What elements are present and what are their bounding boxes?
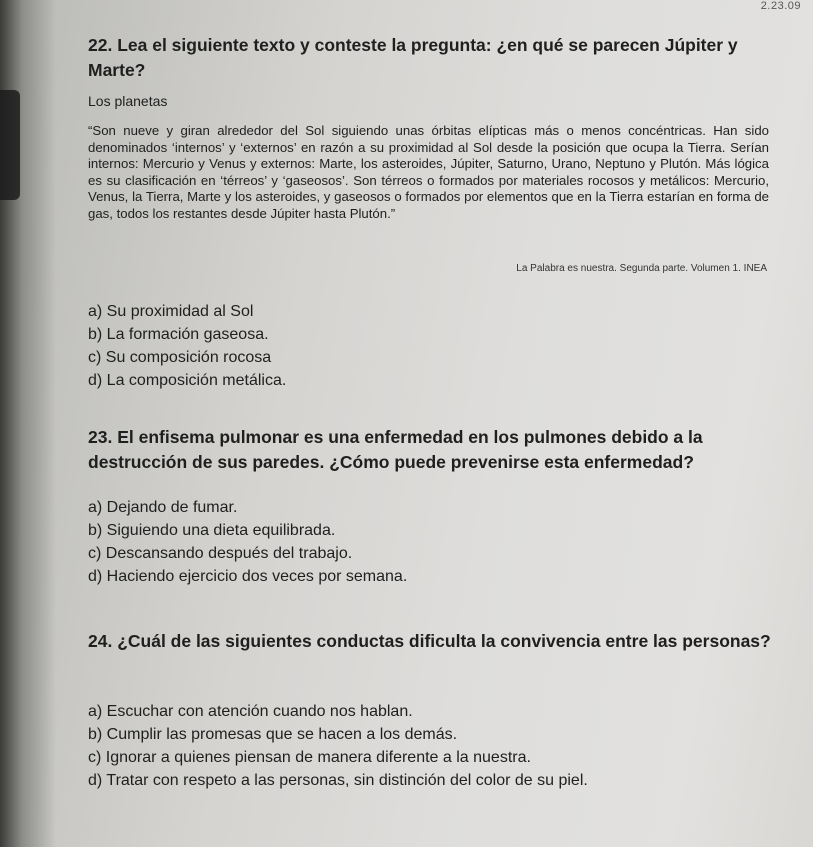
question-22-title: 22. Lea el siguiente texto y conteste la pregunta: ¿en qué se parecen Júpiter y Marte?: [88, 35, 738, 80]
option-24-b[interactable]: b) Cumplir las promesas que se hacen a los demás.: [88, 726, 458, 743]
option-22-d[interactable]: d) La composición metálica.: [88, 372, 287, 389]
passage-text: “Son nueve y giran alrededor del Sol siguiendo unas órbitas elípticas más o menos concéntricas. Han sido denominados ‘internos’ y ‘externos’ en razón a su proximidad al Sol desde la posición que ocupa la Tierra. Serían internos: Mercurio y Venus y externos: Marte, los asteroides, Júpiter, Saturno, Urano, Neptuno y Plutón. Más lógica es su clasificación en ‘térreos’ y ‘gaseosos’. Son térreos o formados por materiales rocosos y metálicos: Mercurio, Venus, la Tierra, Marte y los asteroides, y gaseosos o formados por elementos que en la Tierra estarían en forma de gas, todos los restantes desde Júpiter hasta Plutón.”: [88, 123, 769, 221]
question-24: [88, 627, 773, 655]
question-24-options: [88, 700, 773, 792]
option-22-c[interactable]: c) Su composición rocosa: [88, 349, 272, 366]
option-22-b[interactable]: b) La formación gaseosa.: [88, 326, 269, 343]
question-24-title: 24. ¿Cuál de las siguientes conductas dificulta la convivencia entre las personas?: [88, 631, 771, 651]
corner-code: 2.23.09: [760, 0, 801, 12]
passage-source: La Palabra es nuestra. Segunda parte. Volumen 1. INEA: [516, 263, 767, 274]
page-binding-shadow: [0, 90, 20, 200]
option-22-a[interactable]: a) Su proximidad al Sol: [88, 303, 254, 320]
option-24-c[interactable]: c) Ignorar a quienes piensan de manera diferente a la nuestra.: [88, 749, 531, 766]
option-24-d[interactable]: d) Tratar con respeto a las personas, sin distinción del color de su piel.: [88, 772, 588, 789]
question-23-title: 23. El enfisema pulmonar es una enfermedad en los pulmones debido a la destrucción de sus paredes. ¿Cómo puede prevenirse esta enfermedad?: [88, 427, 703, 472]
question-22: [88, 33, 773, 83]
option-23-b[interactable]: b) Siguiendo una dieta equilibrada.: [88, 522, 336, 539]
passage-title: Los planetas: [88, 93, 168, 109]
option-24-a[interactable]: a) Escuchar con atención cuando nos hablan.: [88, 703, 413, 720]
option-23-c[interactable]: c) Descansando después del trabajo.: [88, 545, 353, 562]
question-22-options: [88, 300, 773, 392]
option-23-d[interactable]: d) Haciendo ejercicio dos veces por semana.: [88, 568, 408, 585]
question-23: [88, 425, 773, 475]
option-23-a[interactable]: a) Dejando de fumar.: [88, 499, 238, 516]
question-23-options: [88, 496, 773, 588]
